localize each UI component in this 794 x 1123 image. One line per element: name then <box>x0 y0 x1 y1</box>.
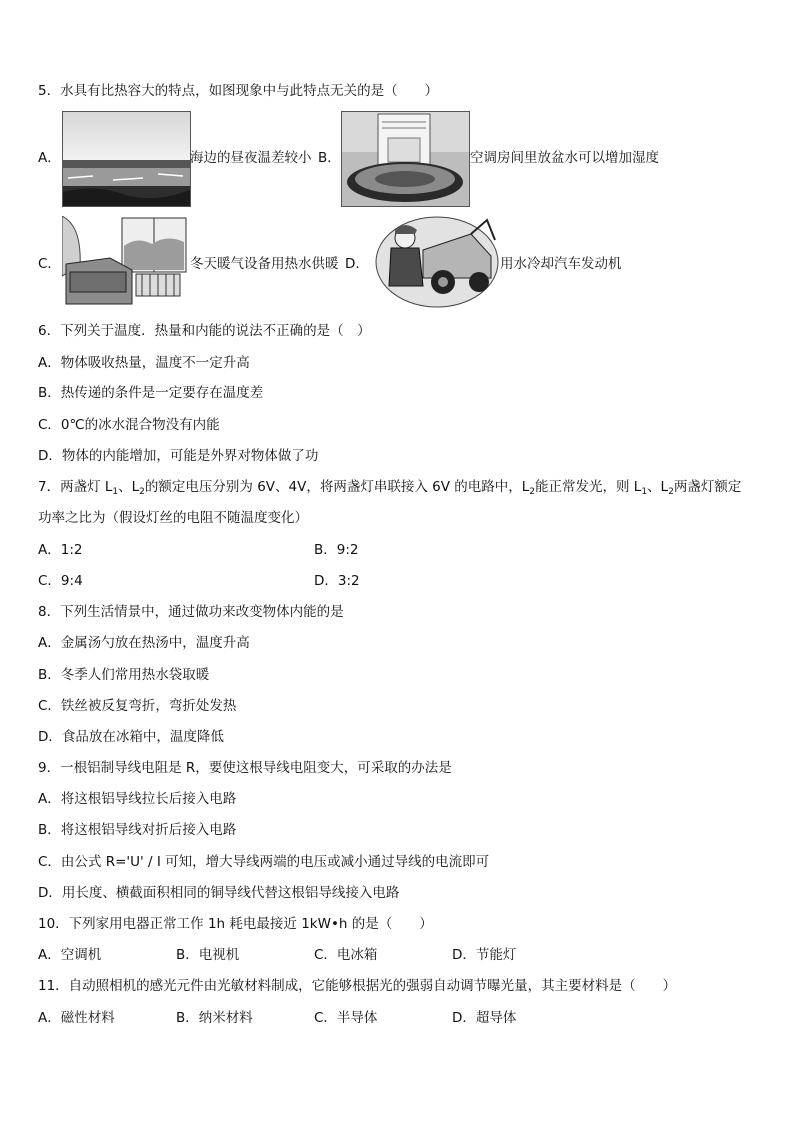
q7-stem-line2: 功率之比为（假设灯丝的电阻不随温度变化） <box>38 510 308 526</box>
q8-stem: 8．下列生活情景中，通过做功来改变物体内能的是 <box>38 604 344 620</box>
seaside-photo <box>62 111 191 207</box>
q6-option-a: A．物体吸收热量，温度不一定升高 <box>38 355 250 371</box>
q11-option-a: A．磁性材料 <box>38 1010 115 1026</box>
q5-option-a-text: 海边的昼夜温差较小 <box>190 150 312 166</box>
q11-option-b: B．纳米材料 <box>176 1010 253 1026</box>
car-engine-cooling-drawing <box>375 216 499 308</box>
q5-option-d-letter: D． <box>345 256 369 272</box>
q8-option-a: A．金属汤勺放在热汤中，温度升高 <box>38 635 250 651</box>
q5-option-d-text: 用水冷却汽车发动机 <box>500 256 622 272</box>
q10-option-a: A．空调机 <box>38 947 102 963</box>
q7-stem: 7．两盏灯 $L_1$、$L_2$的额定电压分别为 6V、4V，将两盏灯串联接入 6V 的电路中，$L_2$能正常发光，则 $L_1$、$L_2$两盏灯额定 <box>38 479 742 497</box>
q7-option-c: C．9:4 <box>38 573 83 589</box>
q9-option-d: D．用长度、横截面积相同的铜导线代替这根铝导线接入电路 <box>38 885 400 901</box>
q9-option-c: C．由公式 R='U' / I 可知，增大导线两端的电压或减小通过导线的电流即可 <box>38 854 490 870</box>
q6-option-d: D．物体的内能增加，可能是外界对物体做了功 <box>38 448 319 464</box>
q5-option-c-letter: C． <box>38 256 61 272</box>
q8-option-d: D．食品放在冰箱中，温度降低 <box>38 729 224 745</box>
air-conditioner-basin-photo <box>341 111 470 207</box>
q11-stem: 11．自动照相机的感光元件由光敏材料制成，它能够根据光的强弱自动调节曝光量，其主要材料是（ ） <box>38 978 677 994</box>
q5-option-b-text: 空调房间里放盆水可以增加湿度 <box>470 150 659 166</box>
q5-stem: 5．水具有比热容大的特点，如图现象中与此特点无关的是（ ） <box>38 83 439 99</box>
q10-option-d: D．节能灯 <box>452 947 517 963</box>
q8-option-b: B．冬季人们常用热水袋取暖 <box>38 667 210 683</box>
q10-option-b: B．电视机 <box>176 947 240 963</box>
q6-option-b: B．热传递的条件是一定要存在温度差 <box>38 385 264 401</box>
q6-stem: 6．下列关于温度．热量和内能的说法不正确的是（ ） <box>38 323 371 339</box>
q7-option-a: A．1:2 <box>38 542 83 558</box>
q5-option-b-letter: B． <box>318 150 341 166</box>
q9-option-a: A．将这根铝导线拉长后接入电路 <box>38 791 237 807</box>
q6-option-c: C．0℃的冰水混合物没有内能 <box>38 417 220 433</box>
q10-stem: 10．下列家用电器正常工作 1h 耗电最接近 1kW•h 的是（ ） <box>38 916 433 932</box>
q11-option-c: C．半导体 <box>314 1010 378 1026</box>
q8-option-c: C．铁丝被反复弯折，弯折处发热 <box>38 698 237 714</box>
radiator-room-drawing <box>62 216 189 308</box>
q7-option-d: D．3:2 <box>314 573 360 589</box>
q9-option-b: B．将这根铝导线对折后接入电路 <box>38 822 237 838</box>
q5-option-c-text: 冬天暖气设备用热水供暖 <box>190 256 339 272</box>
q7-option-b: B．9:2 <box>314 542 359 558</box>
q11-option-d: D．超导体 <box>452 1010 517 1026</box>
q5-option-a-letter: A． <box>38 150 61 166</box>
q10-option-c: C．电冰箱 <box>314 947 378 963</box>
q9-stem: 9．一根铝制导线电阻是 R，要使这根导线电阻变大，可采取的办法是 <box>38 760 452 776</box>
